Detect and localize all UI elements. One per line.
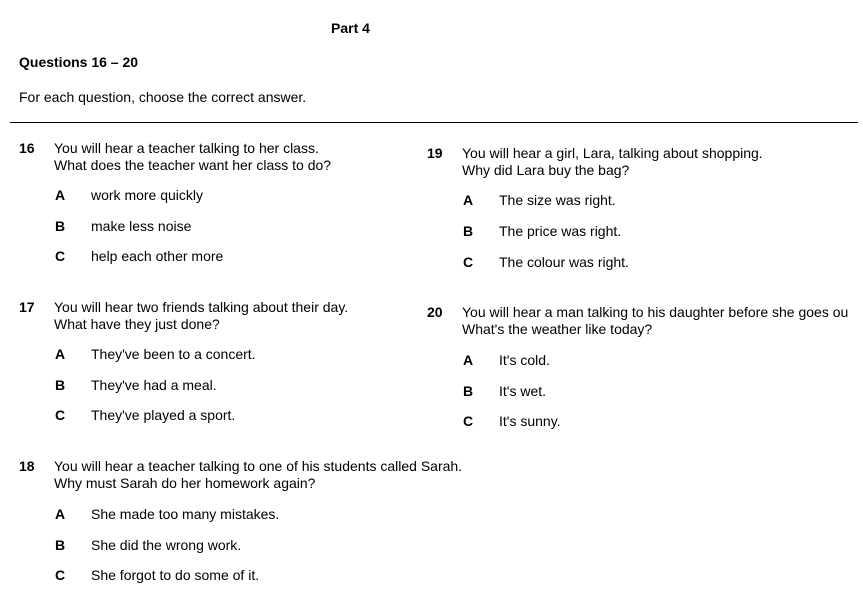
option-letter-b[interactable]: B: [55, 377, 66, 393]
option-letter-a[interactable]: A: [55, 187, 66, 203]
option-text-c[interactable]: It's sunny.: [499, 413, 561, 429]
question-20: [427, 304, 863, 444]
option-text-a[interactable]: work more quickly: [91, 187, 204, 203]
question-number: 19: [427, 145, 443, 161]
question-text: What does the teacher want her class to do?: [54, 157, 332, 173]
question-number: 18: [19, 458, 35, 474]
option-text-a[interactable]: It's cold.: [499, 352, 550, 368]
option-text-c[interactable]: help each other more: [91, 248, 224, 264]
question-context: You will hear a girl, Lara, talking about shopping.: [462, 145, 763, 161]
question-prompt: [54, 299, 348, 333]
option-letter-a[interactable]: A: [463, 352, 474, 368]
option-letter-a[interactable]: A: [55, 506, 66, 522]
section-divider: [10, 122, 858, 123]
option-letter-a[interactable]: A: [463, 192, 474, 208]
option-letter-c[interactable]: C: [55, 567, 66, 583]
option-text-b[interactable]: They've had a meal.: [91, 377, 217, 393]
question-prompt: [462, 304, 848, 338]
question-text: Why did Lara buy the bag?: [462, 162, 630, 178]
question-number: 16: [19, 140, 35, 156]
option-letter-c[interactable]: C: [55, 407, 66, 423]
page-title: Part 4: [331, 20, 370, 36]
option-letter-c[interactable]: C: [463, 254, 474, 270]
instruction-text: For each question, choose the correct answer.: [19, 89, 307, 105]
option-text-c[interactable]: The colour was right.: [499, 254, 629, 270]
question-number: 17: [19, 299, 35, 315]
question-context: You will hear a teacher talking to her class.: [54, 140, 319, 156]
option-letter-b[interactable]: B: [463, 383, 474, 399]
question-prompt: [462, 145, 763, 179]
option-letter-c[interactable]: C: [463, 413, 474, 429]
option-text-b[interactable]: The price was right.: [499, 223, 622, 239]
option-text-b[interactable]: make less noise: [91, 218, 192, 234]
question-text: Why must Sarah do her homework again?: [54, 475, 316, 491]
question-text: What's the weather like today?: [462, 321, 653, 337]
option-text-c[interactable]: She forgot to do some of it.: [91, 567, 260, 583]
option-text-a[interactable]: The size was right.: [499, 192, 616, 208]
option-letter-c[interactable]: C: [55, 248, 66, 264]
option-text-a[interactable]: She made too many mistakes.: [91, 506, 280, 522]
question-prompt: [54, 458, 462, 492]
question-range-heading: Questions 16 – 20: [19, 54, 139, 70]
question-text: What have they just done?: [54, 316, 220, 332]
option-text-c[interactable]: They've played a sport.: [91, 407, 236, 423]
option-letter-b[interactable]: B: [55, 537, 66, 553]
option-text-a[interactable]: They've been to a concert.: [91, 346, 256, 362]
question-context: You will hear two friends talking about their day.: [54, 299, 349, 315]
option-text-b[interactable]: It's wet.: [499, 383, 547, 399]
option-letter-a[interactable]: A: [55, 346, 66, 362]
option-letter-b[interactable]: B: [55, 218, 66, 234]
option-text-b[interactable]: She did the wrong work.: [91, 537, 242, 553]
question-prompt: [54, 140, 331, 174]
question-context: You will hear a man talking to his daughter before she goes ou: [462, 304, 849, 320]
option-letter-b[interactable]: B: [463, 223, 474, 239]
question-number: 20: [427, 304, 443, 320]
question-context: You will hear a teacher talking to one of his students called Sarah.: [54, 458, 463, 474]
